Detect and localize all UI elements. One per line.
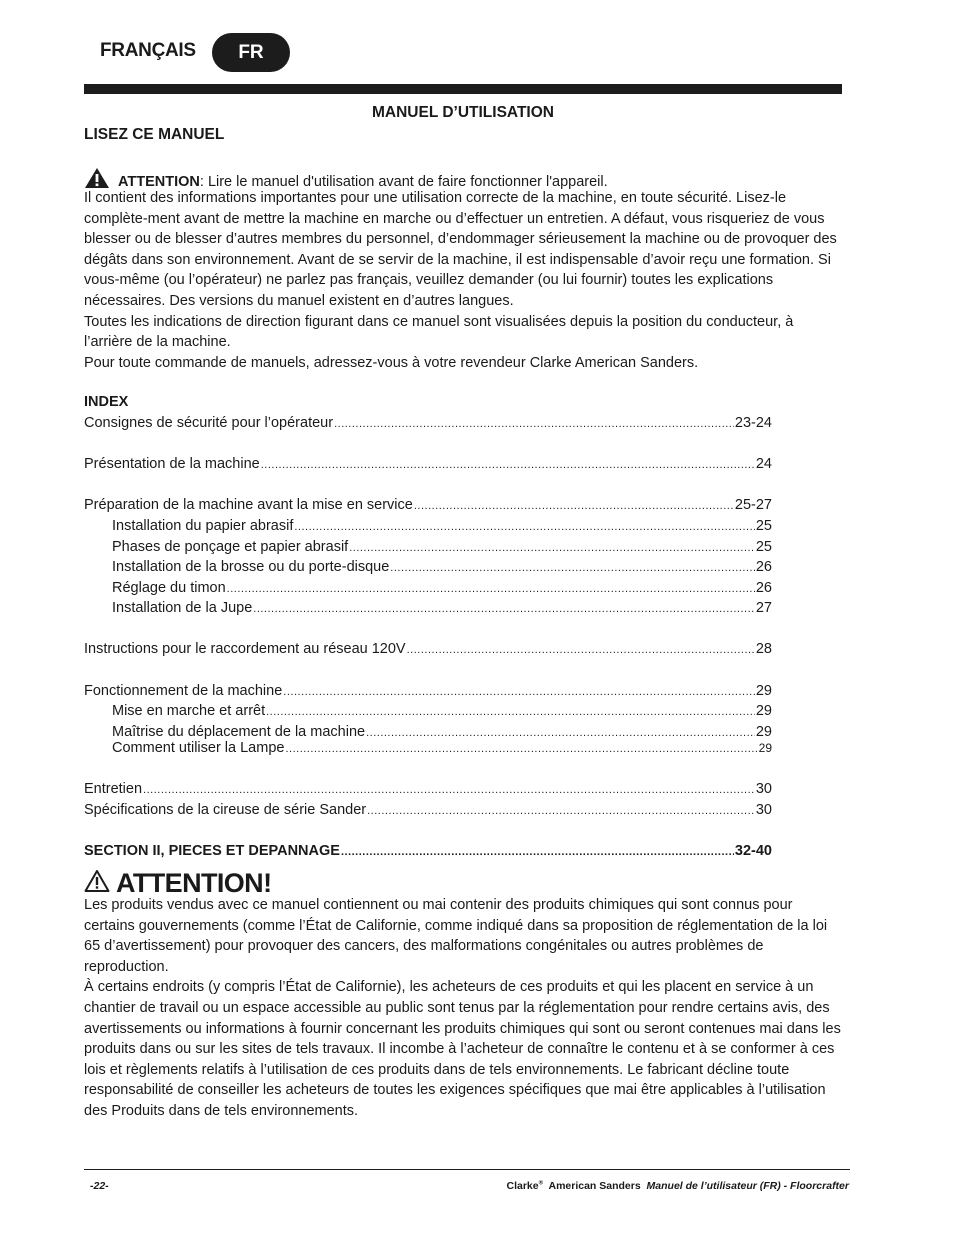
read-manual-heading: LISEZ CE MANUEL: [84, 126, 225, 143]
warning-triangle-outline-icon: [84, 869, 110, 898]
intro-text: [84, 188, 844, 373]
top-rule: [84, 84, 842, 94]
footer-brand: Clarke: [506, 1180, 539, 1192]
toc-entry: Fonctionnement de la machine ..... 29: [84, 683, 772, 699]
prop65-paragraph: À certains endroits (y compris l’État de Californie), les acheteurs de ces produits et qui les placent en service à un chantier de travail ou un espace accessible au public sont tenus par la réglementation pour rendre certains avis, des avertissements ou informations à fournir concernant les produits chimiques qui sont ou seront contenues mai dans les produits dans ou sur les sites de tels travaux. Il incombe à l’acheteur de connaître le contenu et à se conformer à ces lois et règlements relatifs à l’utilisation de ces produits dans de tels environnements. Le fabricant décline toute responsabilité de conseiller les acheteurs de toutes les exigences spécifiques que mai être applicables à l’utilisation des Produits dans de tels environnements.: [84, 979, 841, 1119]
bottom-rule: [84, 1169, 850, 1170]
language-badge: FR: [212, 33, 290, 72]
attention-heading-text: ATTENTION!: [116, 868, 272, 898]
registered-mark: ®: [538, 1180, 544, 1187]
toc-subentry: Installation du papier abrasif ..... 25: [112, 518, 772, 534]
toc-subentry: Comment utiliser la Lampe ..... 29: [112, 740, 772, 756]
toc-entry: Présentation de la machine ..... 24: [84, 456, 772, 472]
toc-subentry: Maîtrise du déplacement de la machine ..... 29: [112, 724, 772, 740]
toc-entry: Préparation de la machine avant la mise en service ..... 25-27: [84, 497, 772, 513]
language-label: FRANÇAIS: [100, 40, 196, 61]
intro-paragraph: Pour toute commande de manuels, adressez-vous à votre revendeur Clarke American Sanders.: [84, 354, 699, 371]
toc-subentry: Mise en marche et arrêt ..... 29: [112, 703, 772, 719]
toc-subentry: Phases de ponçage et papier abrasif ..... 25: [112, 539, 772, 555]
toc-subentry: Installation de la Jupe ..... 27: [112, 600, 772, 616]
page-number: -22-: [90, 1180, 109, 1192]
toc-entry: Consignes de sécurité pour l’opérateur ..... 23-24: [84, 415, 772, 431]
footer-manual-name: Manuel de l’utilisateur (FR) - Floorcrafter: [646, 1180, 849, 1192]
toc-entry: Instructions pour le raccordement au réseau 120V ..... 28: [84, 641, 772, 657]
toc-entry: Entretien ..... 30: [84, 781, 772, 797]
index-heading: INDEX: [84, 394, 129, 410]
manual-title: MANUEL D’UTILISATION: [372, 104, 554, 121]
toc-entry: SECTION II, PIECES ET DEPANNAGE ..... 32-40: [84, 843, 772, 859]
attention-text: : Lire le manuel d'utilisation avant de faire fonctionner l'appareil.: [199, 174, 608, 190]
footer-manual-info: [507, 1180, 850, 1192]
toc-entry: Spécifications de la cireuse de série Sander ..... 30: [84, 802, 772, 818]
attention-label: ATTENTION: [118, 174, 200, 190]
toc-subentry: Réglage du timon ..... 26: [112, 580, 772, 596]
toc-subentry: Installation de la brosse ou du porte-disque ..... 26: [112, 559, 772, 575]
prop65-paragraph: Les produits vendus avec ce manuel contiennent ou mai contenir des produits chimiques qui sont connus pour certains gouvernements (comme l’État de Californie, comme indiqué dans sa proposition de réglementation de la loi 65 d’avertissement) pour provoquer des cancers, des malformations congénitales ou autres problèmes de reproduction.: [84, 897, 828, 975]
intro-paragraph: Il contient des informations importantes pour une utilisation correcte de la machine, en toute sécurité. Lisez-le complète-ment avant de mettre la machine en marche ou d’effectuer un entretien. A défaut, vous risqueriez de vous blesser ou de blesser d’autres membres du personnel, d’endommager sérieusement la machine ou de provoquer des dégâts dans son environnement. Avant de se servir de la machine, il est indispensable d’avoir reçu une formation. Si vous-même (ou l’opérateur) ne parlez pas français, veuillez demander (ou lui fournir) toutes les explications nécessaires. Des versions du manuel existent en d’autres langues.: [84, 190, 837, 309]
intro-paragraph: Toutes les indications de direction figurant dans ce manuel sont visualisées depuis la position du conducteur, à l’arrière de la machine.: [84, 313, 794, 351]
footer-company: American Sanders: [548, 1180, 641, 1192]
prop65-warning: [84, 895, 844, 1122]
